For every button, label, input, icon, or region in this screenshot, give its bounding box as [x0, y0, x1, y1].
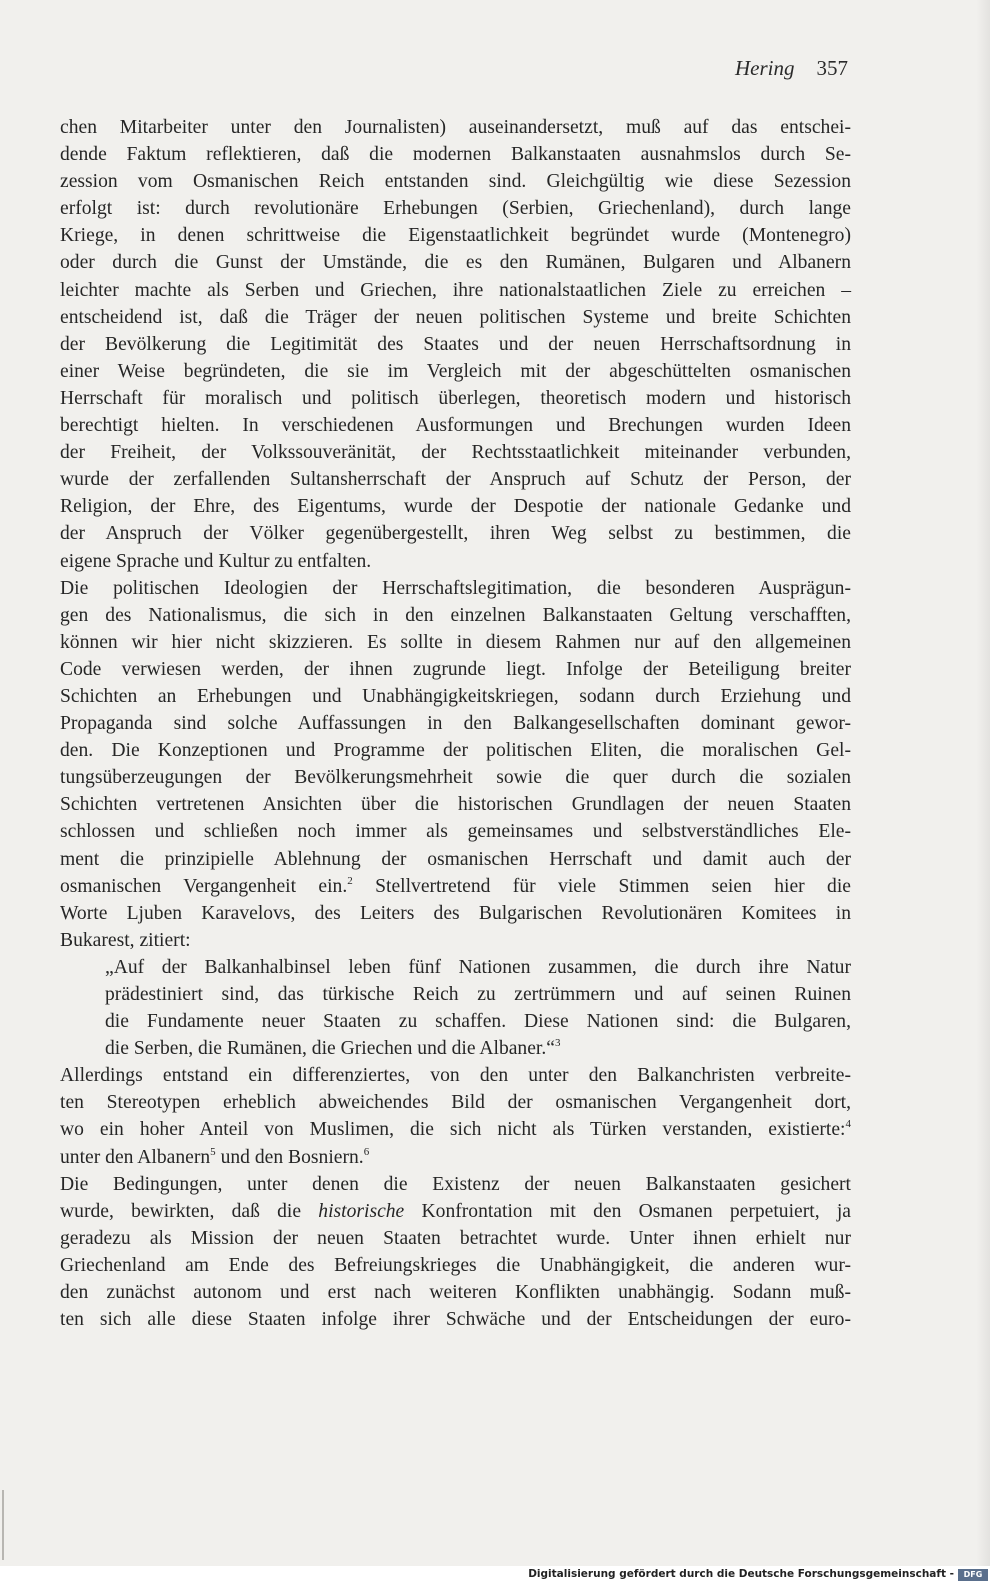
text-line: [60, 1062, 851, 1089]
text-line: [60, 818, 851, 845]
line-text: der Bevölkerung die Legitimität des Staates und der neuen Herrschaftsordnung in: [60, 333, 851, 355]
line-text: wurde, bewirkten, daß die: [60, 1200, 319, 1222]
line-text: einer Weise begründeten, die sie im Vergleich mit der abgeschüttelten osmanischen: [60, 360, 851, 382]
line-text: die Serben, die Rumänen, die Griechen und die Albaner.“: [105, 1038, 555, 1060]
line-text: der Anspruch der Völker gegenübergestellt, ihren Weg selbst zu bestimmen, die: [60, 523, 851, 545]
text-line: [60, 168, 851, 195]
quote-line: [60, 1035, 851, 1062]
text-line: [60, 1279, 851, 1306]
line-text: der Freiheit, der Volkssouveränität, der Rechtsstaatlichkeit miteinander verbunden,: [60, 442, 851, 464]
line-text: chen Mitarbeiter unter den Journalisten) auseinandersetzt, muß auf das entschei-: [60, 117, 851, 138]
line-text: osmanischen Vergangenheit ein.: [60, 875, 348, 897]
italic-emphasis: historische: [318, 1200, 405, 1222]
text-line: [60, 900, 851, 927]
line-text: zession vom Osmanischen Reich entstanden sind. Gleichgültig wie diese Sezession: [60, 171, 851, 193]
text-line: [60, 873, 851, 900]
line-text: Griechenland am Ende des Befreiungskrieges die Unabhängigkeit, die anderen wur-: [60, 1254, 851, 1276]
line-text: leichter machte als Serben und Griechen, ihre nationalstaatlichen Ziele zu erreichen –: [60, 279, 851, 301]
line-text: Bukarest, zitiert:: [60, 929, 191, 951]
text-line: [60, 575, 851, 602]
text-line: [60, 141, 851, 168]
text-line: [60, 1144, 851, 1171]
quote-line: [60, 981, 851, 1008]
text-line: [60, 710, 851, 737]
line-text: oder durch die Gunst der Umstände, die es den Rumänen, Bulgaren und Albanern: [60, 252, 851, 274]
page-edge-shadow: [976, 0, 990, 1566]
line-text: Die Bedingungen, unter denen die Existenz der neuen Balkanstaaten gesichert: [60, 1173, 851, 1195]
text-line: [60, 602, 851, 629]
scan-edge-mark: [2, 1490, 4, 1560]
running-head-author: Hering: [735, 56, 795, 80]
line-text-continued: und den Bosniern.: [215, 1146, 364, 1168]
line-text-continued: Stellvertretend für viele Stimmen seien hier die: [352, 875, 851, 897]
line-text: geradezu als Mission der neuen Staaten betrachtet wurde. Unter ihnen erhielt nur: [60, 1227, 851, 1249]
text-line: [60, 548, 851, 575]
dfg-logo: DFG: [958, 1569, 988, 1581]
line-text: ten sich alle diese Staaten infolge ihrer Schwäche und der Entscheidungen der euro-: [60, 1309, 851, 1331]
line-text: Schichten vertretenen Ansichten über die historischen Grundlagen der neuen Staaten: [60, 794, 851, 816]
text-line: [60, 656, 851, 683]
line-text: entscheidend ist, daß die Träger der neuen politischen Systeme und breite Schichten: [60, 306, 851, 328]
line-text: Religion, der Ehre, des Eigentums, wurde der Despotie der nationale Gedanke und: [60, 496, 851, 518]
line-text: unter den Albanern: [60, 1146, 211, 1168]
line-text: Herrschaft für moralisch und politisch überlegen, theoretisch modern und historisch: [60, 387, 851, 409]
text-line: [60, 1116, 851, 1143]
quote-line: [60, 954, 851, 981]
footnote-marker: 6: [363, 1145, 370, 1158]
footnote-marker: 4: [845, 1118, 851, 1131]
text-line: [60, 846, 851, 873]
line-text: Propaganda sind solche Auffassungen in den Balkangesellschaften dominant gewor-: [60, 713, 851, 735]
line-text: ment die prinzipielle Ablehnung der osmanischen Herrschaft und damit auch der: [60, 848, 851, 870]
line-text: Allerdings entstand ein differenziertes, von den unter den Balkanchristen verbreite-: [60, 1065, 851, 1087]
text-line: [60, 249, 851, 276]
line-text: Worte Ljuben Karavelovs, des Leiters des Bulgarischen Revolutionären Komitees in: [60, 902, 851, 924]
line-text: den. Die Konzeptionen und Programme der politischen Eliten, die moralischen Gel-: [60, 740, 851, 762]
line-text: Die politischen Ideologien der Herrschaftslegitimation, die besonderen Ausprägun-: [60, 577, 851, 599]
text-line: [60, 1198, 851, 1225]
line-text: die Fundamente neuer Staaten zu schaffen. Diese Nationen sind: die Bulgaren,: [105, 1011, 851, 1033]
text-line: [60, 195, 851, 222]
page-number: 357: [816, 56, 848, 80]
funding-credit: Digitalisierung gefördert durch die Deutsche Forschungsgemeinschaft -: [528, 1568, 954, 1580]
line-text: Kriege, in denen schrittweise die Eigenstaatlichkeit begründet wurde (Montenegro): [60, 225, 851, 247]
text-line: [60, 412, 851, 439]
text-line: [60, 1089, 851, 1116]
text-line: [60, 304, 851, 331]
text-line: [60, 493, 851, 520]
text-line: [60, 629, 851, 656]
footnote-marker: 5: [210, 1145, 216, 1158]
text-line: [60, 358, 851, 385]
text-line: [60, 520, 851, 547]
footnote-marker: 3: [554, 1037, 561, 1050]
text-line: [60, 385, 851, 412]
running-header: [735, 56, 848, 81]
line-text: Code verwiesen werden, der ihnen zugrunde liegt. Infolge der Beteiligung breiter: [60, 658, 851, 680]
line-text: „Auf der Balkanhalbinsel leben fünf Nationen zusammen, die durch ihre Natur: [105, 956, 851, 978]
line-text: dende Faktum reflektieren, daß die modernen Balkanstaaten ausnahmslos durch Se-: [60, 144, 851, 166]
footnote-marker: 2: [347, 874, 353, 887]
line-text-continued: Konfrontation mit den Osmanen perpetuiert, ja: [404, 1200, 851, 1222]
line-text: berechtigt hielten. In verschiedenen Ausformungen und Brechungen wurden Ideen: [60, 415, 851, 437]
line-text: ten Stereotypen erheblich abweichendes Bild der osmanischen Vergangenheit dort,: [60, 1092, 851, 1114]
text-line: [60, 791, 851, 818]
text-line: [60, 1171, 851, 1198]
line-text: den zunächst autonom und erst nach weiteren Konflikten unabhängig. Sodann muß-: [60, 1282, 851, 1304]
line-text: prädestiniert sind, das türkische Reich zu zertrümmern und auf seinen Ruinen: [105, 984, 851, 1005]
text-line: [60, 331, 851, 358]
text-line: [60, 277, 851, 304]
line-text: wurde der zerfallenden Sultansherrschaft der Anspruch auf Schutz der Person, der: [60, 469, 851, 491]
line-text: können wir hier nicht skizzieren. Es sollte in diesem Rahmen nur auf den allgemeinen: [60, 631, 851, 653]
line-text: wo ein hoher Anteil von Muslimen, die sich nicht als Türken verstanden, existierte:: [60, 1119, 846, 1141]
text-line: [60, 466, 851, 493]
line-text: erfolgt ist: durch revolutionäre Erhebungen (Serbien, Griechenland), durch lange: [60, 198, 851, 220]
quote-line: [60, 1008, 851, 1035]
text-line: [60, 1225, 851, 1252]
text-line: [60, 1306, 851, 1333]
text-line: [60, 927, 851, 954]
text-line: [60, 222, 851, 249]
line-text: tungsüberzeugungen der Bevölkerungsmehrheit sowie die quer durch die sozialen: [60, 767, 851, 789]
line-text: eigene Sprache und Kultur zu entfalten.: [60, 550, 372, 572]
text-line: [60, 1252, 851, 1279]
line-text: gen des Nationalismus, die sich in den einzelnen Balkanstaaten Geltung verschafften,: [60, 604, 851, 626]
text-line: [60, 439, 851, 466]
body-text: [60, 114, 851, 1333]
text-line: [60, 764, 851, 791]
line-text: Schichten an Erhebungen und Unabhängigkeitskriegen, sodann durch Erziehung und: [60, 685, 851, 707]
text-line: [60, 683, 851, 710]
text-line: [60, 114, 851, 141]
line-text: schlossen und schließen noch immer als gemeinsames und selbstverständliches Ele-: [60, 821, 851, 843]
digitization-footer: [0, 1566, 1000, 1584]
text-line: [60, 737, 851, 764]
